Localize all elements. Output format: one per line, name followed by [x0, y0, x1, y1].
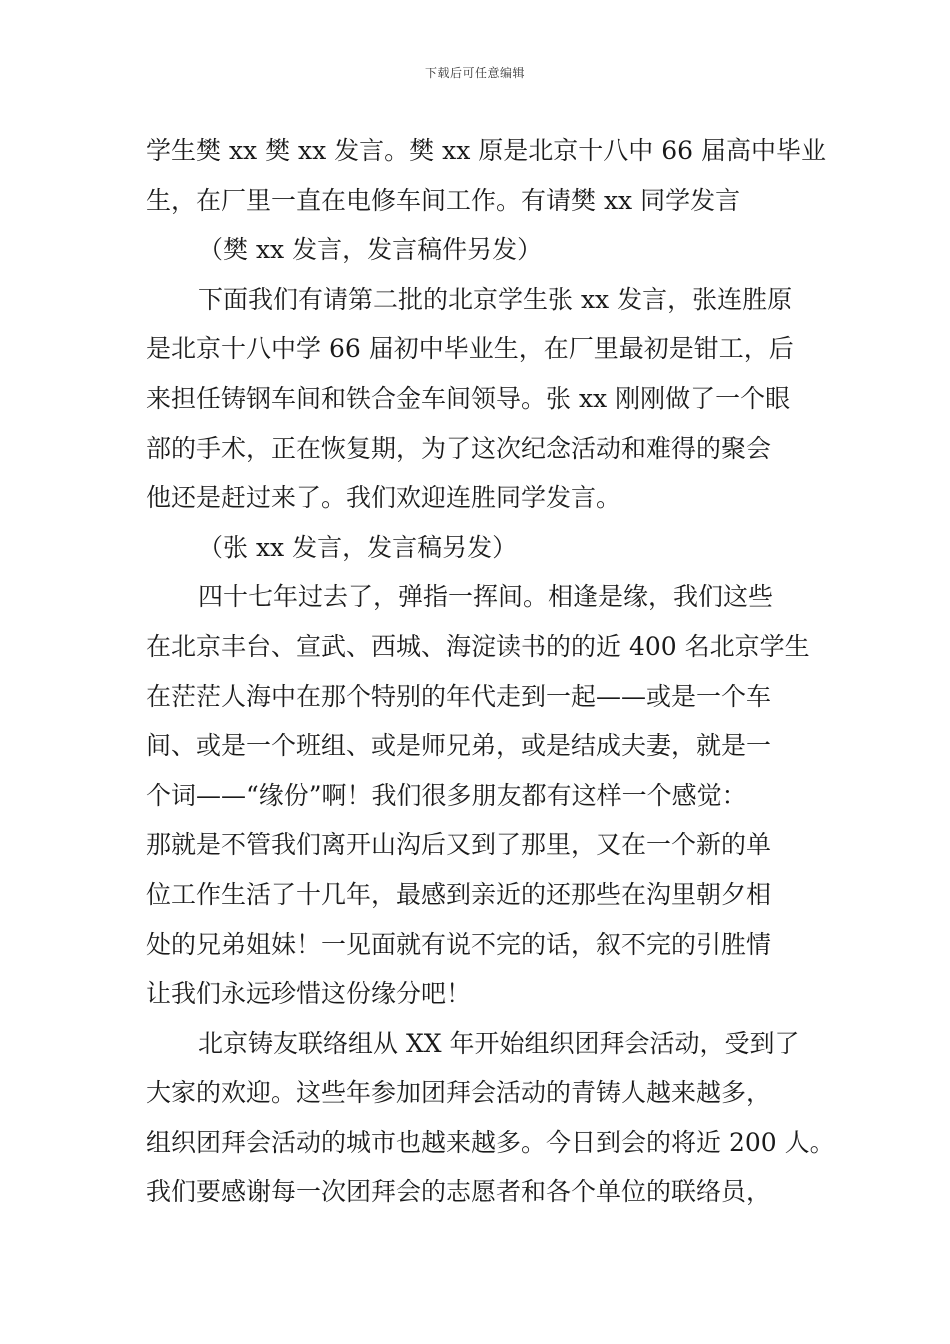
text-line: 大家的欢迎。这些年参加团拜会活动的青铸人越来越多， — [146, 1078, 772, 1108]
text-line: 我们要感谢每一次团拜会的志愿者和各个单位的联络员， — [146, 1177, 772, 1207]
document-body — [146, 126, 835, 1217]
text-line: 四十七年过去了，弹指一挥间。相逢是缘，我们这些 — [198, 582, 774, 612]
text-line: 让我们永远珍惜这份缘分吧！ — [146, 979, 472, 1009]
text-line: 在茫茫人海中在那个特别的年代走到一起——或是一个车 — [146, 681, 772, 711]
text-line: 生，在厂里一直在电修车间工作。有请樊 xx 同学发言 — [146, 185, 741, 215]
text-line: 他还是赶过来了。我们欢迎连胜同学发言。 — [146, 483, 622, 513]
text-line: 学生樊 xx 樊 xx 发言。樊 xx 原是北京十八中 66 届高中毕业 — [146, 136, 826, 165]
text-line: 位工作生活了十几年，最感到亲近的还那些在沟里朝夕相 — [146, 879, 772, 909]
text-line: （张 xx 发言，发言稿另发） — [198, 532, 518, 562]
text-line: 是北京十八中学 66 届初中毕业生，在厂里最初是钳工，后 — [146, 334, 794, 364]
text-line: 在北京丰台、宣武、西城、海淀读书的的近 400 名北京学生 — [146, 631, 810, 661]
page-header: 下载后可任意编辑 — [424, 66, 525, 80]
text-line: 间、或是一个班组、或是师兄弟，或是结成夫妻，就是一 — [146, 731, 772, 761]
text-line: 北京铸友联络组从 XX 年开始组织团拜会活动，受到了 — [198, 1028, 800, 1058]
text-line: 个词——“缘份”啊！我们很多朋友都有这样一个感觉： — [146, 780, 747, 810]
text-line: 下面我们有请第二批的北京学生张 xx 发言，张连胜原 — [198, 284, 793, 314]
text-line: 那就是不管我们离开山沟后又到了那里，又在一个新的单 — [146, 830, 772, 860]
text-line: 部的手术，正在恢复期，为了这次纪念活动和难得的聚会 — [146, 433, 772, 463]
text-line: 处的兄弟姐妹！一见面就有说不完的话，叙不完的引胜情 — [146, 929, 772, 959]
text-line: 来担任铸钢车间和铁合金车间领导。张 xx 刚刚做了一个眼 — [146, 383, 791, 413]
text-line: 组织团拜会活动的城市也越来越多。今日到会的将近 200 人。 — [146, 1127, 835, 1157]
text-line: （樊 xx 发言，发言稿件另发） — [198, 235, 543, 265]
